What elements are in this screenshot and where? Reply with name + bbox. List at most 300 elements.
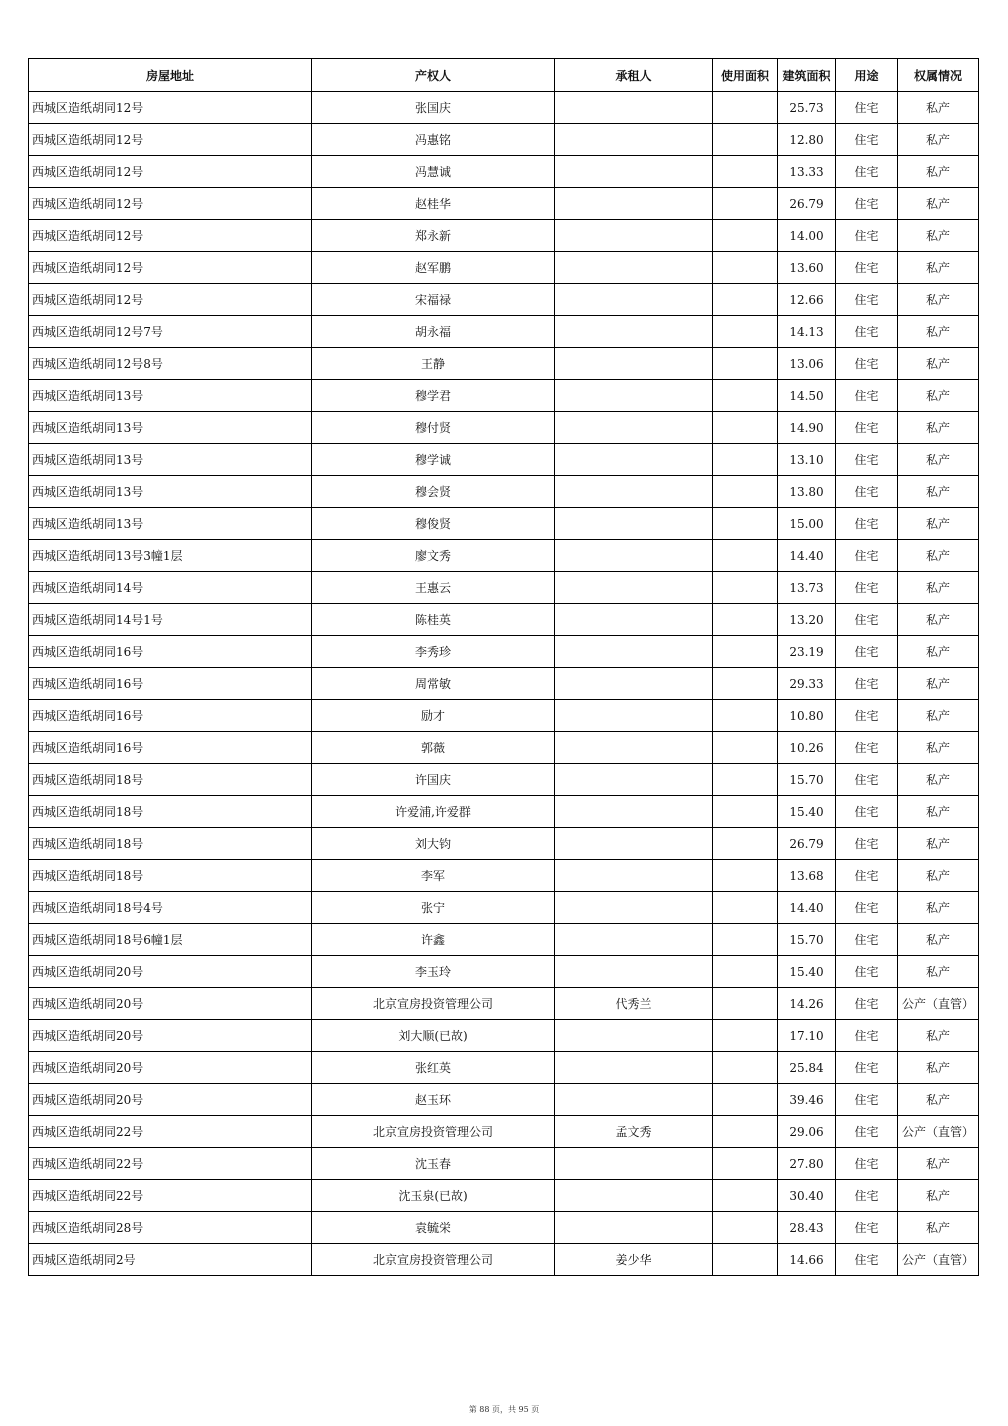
table-row — [29, 1052, 979, 1084]
ownership-cell: 私产 — [898, 892, 979, 924]
address-cell: 西城区造纸胡同12号 — [29, 220, 312, 252]
building-area-cell: 15.40 — [778, 796, 836, 828]
usable-area-cell — [713, 1180, 778, 1212]
ownership-cell: 私产 — [898, 828, 979, 860]
table-row — [29, 508, 979, 540]
ownership-cell: 公产（直管） — [898, 1244, 979, 1276]
ownership-cell: 私产 — [898, 604, 979, 636]
usage-cell: 住宅 — [836, 700, 898, 732]
ownership-cell: 私产 — [898, 540, 979, 572]
building-area-cell: 14.00 — [778, 220, 836, 252]
owner-cell: 王静 — [312, 348, 555, 380]
owner-cell: 袁毓栄 — [312, 1212, 555, 1244]
table-row — [29, 92, 979, 124]
usable-area-cell — [713, 988, 778, 1020]
address-cell: 西城区造纸胡同28号 — [29, 1212, 312, 1244]
building-area-cell: 14.13 — [778, 316, 836, 348]
usable-area-cell — [713, 284, 778, 316]
usable-area-cell — [713, 188, 778, 220]
table-row — [29, 828, 979, 860]
table-row — [29, 796, 979, 828]
building-area-cell: 39.46 — [778, 1084, 836, 1116]
ownership-cell: 私产 — [898, 764, 979, 796]
owner-cell: 王惠云 — [312, 572, 555, 604]
ownership-cell: 私产 — [898, 1212, 979, 1244]
header-usage: 用途 — [836, 59, 898, 92]
owner-cell: 穆付贤 — [312, 412, 555, 444]
ownership-cell: 私产 — [898, 956, 979, 988]
owner-cell: 李军 — [312, 860, 555, 892]
address-cell: 西城区造纸胡同16号 — [29, 668, 312, 700]
usable-area-cell — [713, 1084, 778, 1116]
address-cell: 西城区造纸胡同12号8号 — [29, 348, 312, 380]
usage-cell: 住宅 — [836, 1148, 898, 1180]
usage-cell: 住宅 — [836, 924, 898, 956]
header-owner: 产权人 — [312, 59, 555, 92]
ownership-cell: 私产 — [898, 700, 979, 732]
tenant-cell — [555, 924, 713, 956]
address-cell: 西城区造纸胡同13号 — [29, 380, 312, 412]
tenant-cell — [555, 508, 713, 540]
header-usable-area: 使用面积 — [713, 59, 778, 92]
building-area-cell: 14.50 — [778, 380, 836, 412]
table-row — [29, 572, 979, 604]
tenant-cell — [555, 92, 713, 124]
ownership-cell: 私产 — [898, 924, 979, 956]
usable-area-cell — [713, 732, 778, 764]
building-area-cell: 12.66 — [778, 284, 836, 316]
address-cell: 西城区造纸胡同18号 — [29, 828, 312, 860]
ownership-cell: 私产 — [898, 1052, 979, 1084]
usage-cell: 住宅 — [836, 1212, 898, 1244]
tenant-cell — [555, 156, 713, 188]
address-cell: 西城区造纸胡同16号 — [29, 700, 312, 732]
address-cell: 西城区造纸胡同2号 — [29, 1244, 312, 1276]
table-row — [29, 476, 979, 508]
address-cell: 西城区造纸胡同13号 — [29, 412, 312, 444]
tenant-cell — [555, 348, 713, 380]
owner-cell: 刘大钧 — [312, 828, 555, 860]
address-cell: 西城区造纸胡同20号 — [29, 1084, 312, 1116]
ownership-cell: 私产 — [898, 444, 979, 476]
table-row — [29, 444, 979, 476]
ownership-cell: 公产（直管） — [898, 988, 979, 1020]
usable-area-cell — [713, 700, 778, 732]
address-cell: 西城区造纸胡同20号 — [29, 988, 312, 1020]
ownership-cell: 私产 — [898, 284, 979, 316]
usable-area-cell — [713, 348, 778, 380]
ownership-cell: 私产 — [898, 668, 979, 700]
usable-area-cell — [713, 892, 778, 924]
usable-area-cell — [713, 444, 778, 476]
building-area-cell: 29.33 — [778, 668, 836, 700]
usage-cell: 住宅 — [836, 828, 898, 860]
usage-cell: 住宅 — [836, 1020, 898, 1052]
table-row — [29, 988, 979, 1020]
address-cell: 西城区造纸胡同20号 — [29, 956, 312, 988]
ownership-cell: 公产（直管） — [898, 1116, 979, 1148]
tenant-cell: 代秀兰 — [555, 988, 713, 1020]
usable-area-cell — [713, 508, 778, 540]
address-cell: 西城区造纸胡同14号 — [29, 572, 312, 604]
building-area-cell: 23.19 — [778, 636, 836, 668]
building-area-cell: 28.43 — [778, 1212, 836, 1244]
address-cell: 西城区造纸胡同18号 — [29, 764, 312, 796]
usable-area-cell — [713, 860, 778, 892]
usable-area-cell — [713, 1020, 778, 1052]
owner-cell: 沈玉泉(已故) — [312, 1180, 555, 1212]
ownership-cell: 私产 — [898, 124, 979, 156]
ownership-cell: 私产 — [898, 1020, 979, 1052]
address-cell: 西城区造纸胡同12号 — [29, 188, 312, 220]
usable-area-cell — [713, 572, 778, 604]
owner-cell: 郑永新 — [312, 220, 555, 252]
usable-area-cell — [713, 412, 778, 444]
usage-cell: 住宅 — [836, 348, 898, 380]
table-row — [29, 252, 979, 284]
address-cell: 西城区造纸胡同20号 — [29, 1052, 312, 1084]
owner-cell: 冯慧诚 — [312, 156, 555, 188]
address-cell: 西城区造纸胡同18号6幢1层 — [29, 924, 312, 956]
usage-cell: 住宅 — [836, 444, 898, 476]
usage-cell: 住宅 — [836, 156, 898, 188]
owner-cell: 穆学君 — [312, 380, 555, 412]
table-row — [29, 540, 979, 572]
building-area-cell: 25.73 — [778, 92, 836, 124]
owner-cell: 胡永福 — [312, 316, 555, 348]
usable-area-cell — [713, 796, 778, 828]
table-row — [29, 956, 979, 988]
usable-area-cell — [713, 220, 778, 252]
building-area-cell: 26.79 — [778, 188, 836, 220]
usable-area-cell — [713, 828, 778, 860]
usage-cell: 住宅 — [836, 604, 898, 636]
ownership-cell: 私产 — [898, 252, 979, 284]
building-area-cell: 13.06 — [778, 348, 836, 380]
usage-cell: 住宅 — [836, 636, 898, 668]
usage-cell: 住宅 — [836, 668, 898, 700]
address-cell: 西城区造纸胡同18号4号 — [29, 892, 312, 924]
tenant-cell — [555, 860, 713, 892]
ownership-cell: 私产 — [898, 156, 979, 188]
table-row — [29, 316, 979, 348]
building-area-cell: 30.40 — [778, 1180, 836, 1212]
building-area-cell: 13.68 — [778, 860, 836, 892]
tenant-cell — [555, 796, 713, 828]
usage-cell: 住宅 — [836, 220, 898, 252]
table-body — [29, 92, 979, 1276]
owner-cell: 周常敏 — [312, 668, 555, 700]
address-cell: 西城区造纸胡同22号 — [29, 1116, 312, 1148]
ownership-cell: 私产 — [898, 572, 979, 604]
address-cell: 西城区造纸胡同20号 — [29, 1020, 312, 1052]
ownership-cell: 私产 — [898, 636, 979, 668]
table-row — [29, 380, 979, 412]
owner-cell: 冯惠铭 — [312, 124, 555, 156]
usage-cell: 住宅 — [836, 508, 898, 540]
usage-cell: 住宅 — [836, 764, 898, 796]
usable-area-cell — [713, 764, 778, 796]
table-row — [29, 860, 979, 892]
usage-cell: 住宅 — [836, 1052, 898, 1084]
owner-cell: 赵玉环 — [312, 1084, 555, 1116]
owner-cell: 张宁 — [312, 892, 555, 924]
tenant-cell — [555, 1020, 713, 1052]
building-area-cell: 13.60 — [778, 252, 836, 284]
usable-area-cell — [713, 636, 778, 668]
owner-cell: 励才 — [312, 700, 555, 732]
building-area-cell: 13.10 — [778, 444, 836, 476]
tenant-cell — [555, 188, 713, 220]
building-area-cell: 13.20 — [778, 604, 836, 636]
building-area-cell: 10.80 — [778, 700, 836, 732]
ownership-cell: 私产 — [898, 1084, 979, 1116]
usage-cell: 住宅 — [836, 572, 898, 604]
usable-area-cell — [713, 956, 778, 988]
building-area-cell: 27.80 — [778, 1148, 836, 1180]
table-row — [29, 348, 979, 380]
table-row — [29, 412, 979, 444]
usable-area-cell — [713, 124, 778, 156]
tenant-cell — [555, 412, 713, 444]
usage-cell: 住宅 — [836, 188, 898, 220]
address-cell: 西城区造纸胡同22号 — [29, 1148, 312, 1180]
usable-area-cell — [713, 604, 778, 636]
header-ownership: 权属情况 — [898, 59, 979, 92]
address-cell: 西城区造纸胡同18号 — [29, 796, 312, 828]
tenant-cell — [555, 828, 713, 860]
table-row — [29, 1180, 979, 1212]
usable-area-cell — [713, 156, 778, 188]
tenant-cell — [555, 892, 713, 924]
usage-cell: 住宅 — [836, 92, 898, 124]
building-area-cell: 14.40 — [778, 540, 836, 572]
usage-cell: 住宅 — [836, 124, 898, 156]
owner-cell: 赵军鹏 — [312, 252, 555, 284]
usage-cell: 住宅 — [836, 988, 898, 1020]
building-area-cell: 15.70 — [778, 924, 836, 956]
table-row — [29, 284, 979, 316]
tenant-cell: 姜少华 — [555, 1244, 713, 1276]
tenant-cell — [555, 252, 713, 284]
building-area-cell: 15.70 — [778, 764, 836, 796]
building-area-cell: 15.00 — [778, 508, 836, 540]
building-area-cell: 26.79 — [778, 828, 836, 860]
tenant-cell — [555, 380, 713, 412]
owner-cell: 北京宣房投资管理公司 — [312, 1116, 555, 1148]
tenant-cell — [555, 284, 713, 316]
header-address: 房屋地址 — [29, 59, 312, 92]
address-cell: 西城区造纸胡同13号3幢1层 — [29, 540, 312, 572]
address-cell: 西城区造纸胡同13号 — [29, 508, 312, 540]
address-cell: 西城区造纸胡同12号 — [29, 124, 312, 156]
table-row — [29, 668, 979, 700]
owner-cell: 李秀珍 — [312, 636, 555, 668]
usage-cell: 住宅 — [836, 540, 898, 572]
table-row — [29, 1212, 979, 1244]
address-cell: 西城区造纸胡同16号 — [29, 732, 312, 764]
owner-cell: 沈玉春 — [312, 1148, 555, 1180]
owner-cell: 北京宣房投资管理公司 — [312, 988, 555, 1020]
owner-cell: 宋福禄 — [312, 284, 555, 316]
tenant-cell — [555, 604, 713, 636]
tenant-cell — [555, 1180, 713, 1212]
building-area-cell: 29.06 — [778, 1116, 836, 1148]
ownership-cell: 私产 — [898, 508, 979, 540]
building-area-cell: 14.66 — [778, 1244, 836, 1276]
usable-area-cell — [713, 316, 778, 348]
usage-cell: 住宅 — [836, 252, 898, 284]
tenant-cell — [555, 220, 713, 252]
table-row — [29, 1020, 979, 1052]
table-row — [29, 604, 979, 636]
table-row — [29, 220, 979, 252]
owner-cell: 北京宣房投资管理公司 — [312, 1244, 555, 1276]
usable-area-cell — [713, 924, 778, 956]
usable-area-cell — [713, 668, 778, 700]
address-cell: 西城区造纸胡同12号 — [29, 284, 312, 316]
usable-area-cell — [713, 476, 778, 508]
usable-area-cell — [713, 1148, 778, 1180]
owner-cell: 赵桂华 — [312, 188, 555, 220]
usable-area-cell — [713, 1116, 778, 1148]
address-cell: 西城区造纸胡同12号 — [29, 92, 312, 124]
address-cell: 西城区造纸胡同12号7号 — [29, 316, 312, 348]
table-row — [29, 892, 979, 924]
address-cell: 西城区造纸胡同12号 — [29, 252, 312, 284]
usage-cell: 住宅 — [836, 1244, 898, 1276]
address-cell: 西城区造纸胡同22号 — [29, 1180, 312, 1212]
building-area-cell: 25.84 — [778, 1052, 836, 1084]
building-area-cell: 13.33 — [778, 156, 836, 188]
building-area-cell: 10.26 — [778, 732, 836, 764]
tenant-cell — [555, 124, 713, 156]
header-building-area: 建筑面积 — [778, 59, 836, 92]
owner-cell: 张红英 — [312, 1052, 555, 1084]
address-cell: 西城区造纸胡同14号1号 — [29, 604, 312, 636]
tenant-cell — [555, 956, 713, 988]
owner-cell: 李玉玲 — [312, 956, 555, 988]
owner-cell: 穆俊贤 — [312, 508, 555, 540]
table-row — [29, 156, 979, 188]
ownership-cell: 私产 — [898, 348, 979, 380]
ownership-cell: 私产 — [898, 1180, 979, 1212]
table-row — [29, 636, 979, 668]
usable-area-cell — [713, 540, 778, 572]
table-row — [29, 732, 979, 764]
table-header — [29, 59, 979, 92]
property-table — [28, 58, 979, 1276]
usage-cell: 住宅 — [836, 892, 898, 924]
table-row — [29, 1116, 979, 1148]
ownership-cell: 私产 — [898, 92, 979, 124]
ownership-cell: 私产 — [898, 316, 979, 348]
building-area-cell: 12.80 — [778, 124, 836, 156]
owner-cell: 刘大顺(已故) — [312, 1020, 555, 1052]
table-row — [29, 1148, 979, 1180]
ownership-cell: 私产 — [898, 796, 979, 828]
owner-cell: 许国庆 — [312, 764, 555, 796]
usage-cell: 住宅 — [836, 732, 898, 764]
ownership-cell: 私产 — [898, 220, 979, 252]
ownership-cell: 私产 — [898, 188, 979, 220]
ownership-cell: 私产 — [898, 380, 979, 412]
building-area-cell: 15.40 — [778, 956, 836, 988]
usage-cell: 住宅 — [836, 1116, 898, 1148]
table-row — [29, 924, 979, 956]
address-cell: 西城区造纸胡同12号 — [29, 156, 312, 188]
tenant-cell — [555, 700, 713, 732]
usage-cell: 住宅 — [836, 476, 898, 508]
address-cell: 西城区造纸胡同13号 — [29, 444, 312, 476]
address-cell: 西城区造纸胡同13号 — [29, 476, 312, 508]
building-area-cell: 14.26 — [778, 988, 836, 1020]
ownership-cell: 私产 — [898, 1148, 979, 1180]
ownership-cell: 私产 — [898, 476, 979, 508]
ownership-cell: 私产 — [898, 732, 979, 764]
address-cell: 西城区造纸胡同16号 — [29, 636, 312, 668]
tenant-cell — [555, 1052, 713, 1084]
owner-cell: 张国庆 — [312, 92, 555, 124]
usage-cell: 住宅 — [836, 380, 898, 412]
table-row — [29, 124, 979, 156]
tenant-cell — [555, 572, 713, 604]
owner-cell: 穆会贤 — [312, 476, 555, 508]
owner-cell: 陈桂英 — [312, 604, 555, 636]
header-tenant: 承租人 — [555, 59, 713, 92]
tenant-cell — [555, 316, 713, 348]
tenant-cell — [555, 540, 713, 572]
owner-cell: 郭薇 — [312, 732, 555, 764]
page-number: 第 88 页，共 95 页 — [468, 1405, 540, 1414]
table-row — [29, 1244, 979, 1276]
tenant-cell — [555, 444, 713, 476]
usage-cell: 住宅 — [836, 1180, 898, 1212]
tenant-cell — [555, 1148, 713, 1180]
address-cell: 西城区造纸胡同18号 — [29, 860, 312, 892]
usage-cell: 住宅 — [836, 412, 898, 444]
tenant-cell — [555, 476, 713, 508]
usage-cell: 住宅 — [836, 316, 898, 348]
tenant-cell — [555, 764, 713, 796]
building-area-cell: 14.90 — [778, 412, 836, 444]
tenant-cell — [555, 1212, 713, 1244]
ownership-cell: 私产 — [898, 412, 979, 444]
table-row — [29, 1084, 979, 1116]
table-row — [29, 764, 979, 796]
owner-cell: 穆学诚 — [312, 444, 555, 476]
building-area-cell: 13.80 — [778, 476, 836, 508]
ownership-cell: 私产 — [898, 860, 979, 892]
tenant-cell — [555, 732, 713, 764]
usable-area-cell — [713, 1244, 778, 1276]
tenant-cell — [555, 1084, 713, 1116]
usage-cell: 住宅 — [836, 956, 898, 988]
header-row — [29, 59, 979, 92]
tenant-cell — [555, 668, 713, 700]
usage-cell: 住宅 — [836, 860, 898, 892]
usable-area-cell — [713, 380, 778, 412]
usable-area-cell — [713, 1212, 778, 1244]
building-area-cell: 14.40 — [778, 892, 836, 924]
usage-cell: 住宅 — [836, 796, 898, 828]
usage-cell: 住宅 — [836, 284, 898, 316]
owner-cell: 廖文秀 — [312, 540, 555, 572]
table-row — [29, 700, 979, 732]
usable-area-cell — [713, 92, 778, 124]
table-row — [29, 188, 979, 220]
tenant-cell — [555, 636, 713, 668]
